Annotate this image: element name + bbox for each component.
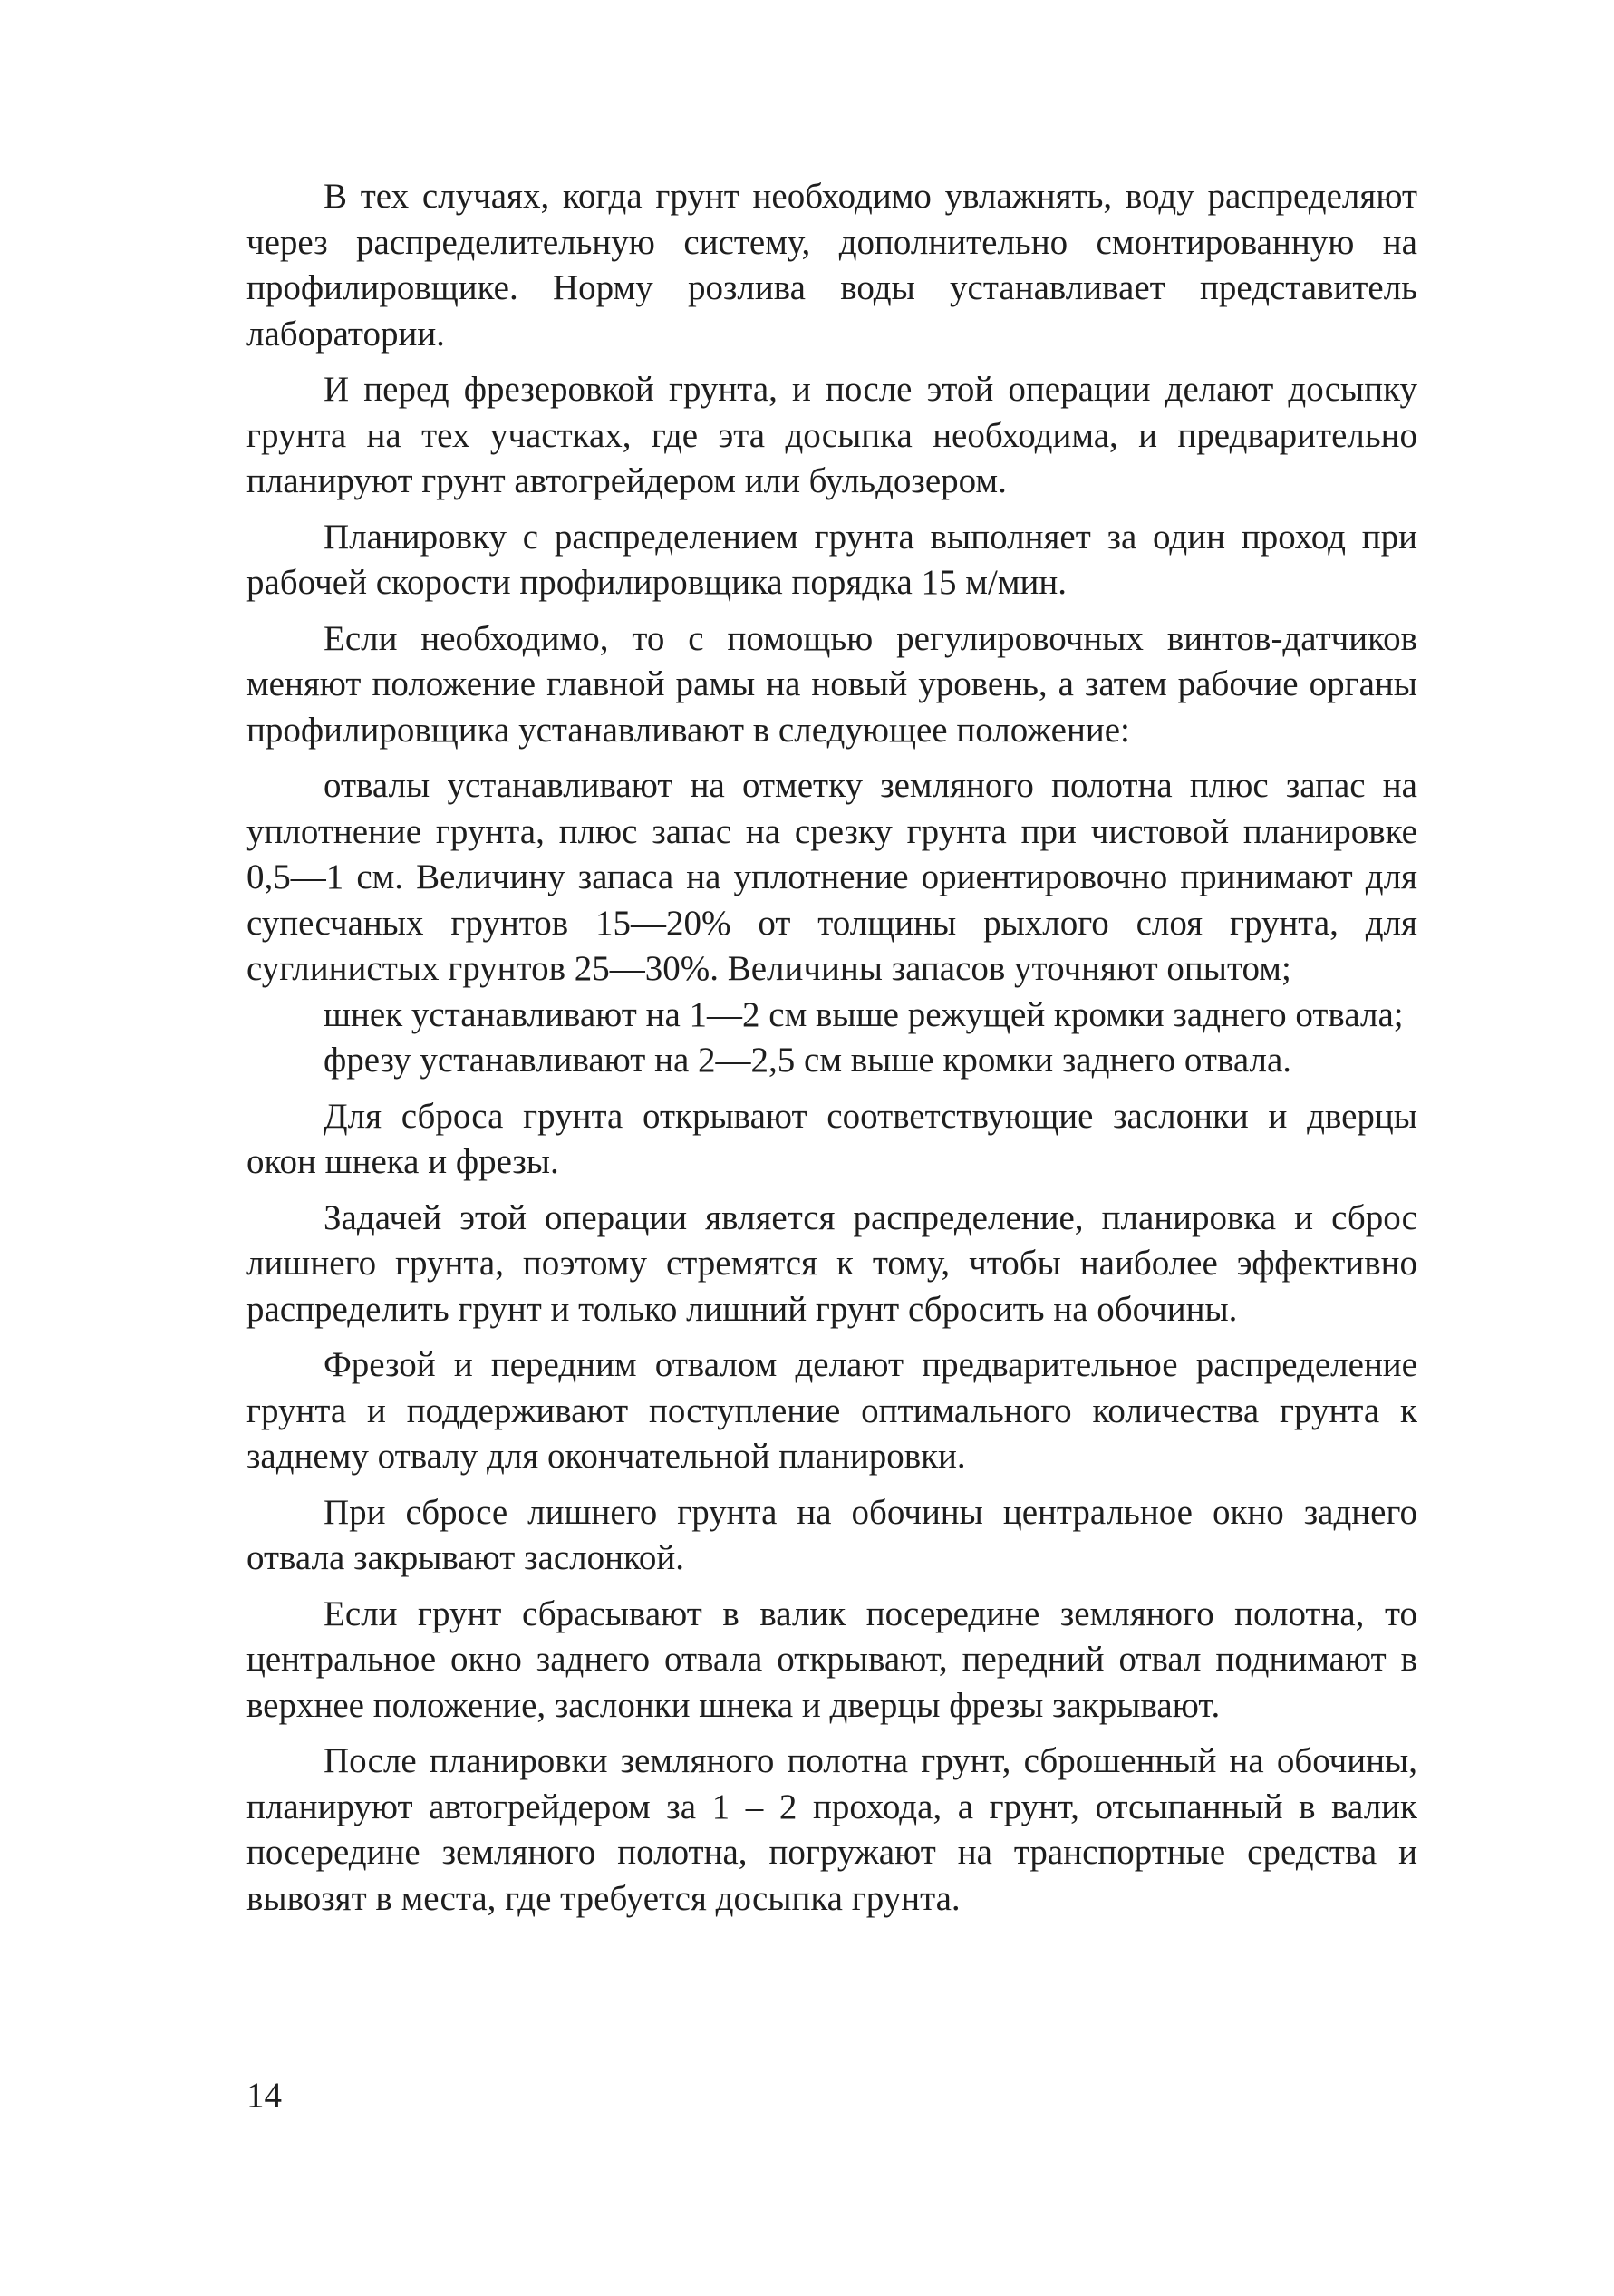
body-text xyxy=(246,174,1417,1932)
paragraph-backfill: И перед фрезеровкой грунта, и после этой операции делают досыпку грунта на тех участках, где эта досыпка необходима, и предварительно планируют грунт автогрейдером или бульдозером. xyxy=(246,370,1417,500)
paragraph-pre-distribution: Фрезой и передним отвалом делают предварительное распределение грунта и поддерживают поступление оптимального количества грунта к заднему отвалу для окончательной планировки. xyxy=(246,1345,1417,1476)
paragraph-central-window-open: Если грунт сбрасывают в валик посередине земляного полотна, то центральное окно заднего отвала открывают, передний отвал поднимают в верхнее положение, заслонки шнека и дверцы фрезы закрывают. xyxy=(246,1594,1417,1725)
list-item-mill: фрезу устанавливают на 2—2,5 см выше кромки заднего отвала. xyxy=(324,1041,1292,1080)
paragraph-soil-discharge: Для сброса грунта открывают соответствующие заслонки и дверцы окон шнека и фрезы. xyxy=(246,1096,1417,1181)
page-number: 14 xyxy=(246,2076,282,2115)
paragraph-final-planning: После планировки земляного полотна грунт, сброшенный на обочины, планируют автогрейдером за 1 – 2 прохода, а грунт, отсыпанный в валик посередине земляного полотна, погружают на транспортные средства и вывозят в места, где требуется досыпка грунта. xyxy=(246,1741,1417,1918)
paragraph-frame-adjustment: Если необходимо, то с помощью регулировочных винтов-датчиков меняют положение главной рамы на новый уровень, а затем рабочие органы профилировщика устанавливают в следующее положение: xyxy=(246,618,1417,750)
paragraph-operation-goal: Задачей этой операции является распределение, планировка и сброс лишнего грунта, поэтому стремятся к тому, чтобы наиболее эффективно распределить грунт и только лишний грунт сбросить на обочины. xyxy=(246,1197,1417,1329)
paragraph-watering: В тех случаях, когда грунт необходимо увлажнять, воду распределяют через распределительную систему, дополнительно смонтированную на профилировщике. Норму розлива воды устанавливает представитель лаборатории. xyxy=(246,177,1417,354)
paragraph-planning-speed: Планировку с распределением грунта выполняет за один проход при рабочей скорости профилировщика порядка 15 м/мин. xyxy=(246,517,1417,602)
paragraph-central-window-closed: При сбросе лишнего грунта на обочины центральное окно заднего отвала закрывают заслонкой. xyxy=(246,1492,1417,1577)
list-item-blades: отвалы устанавливают на отметку земляного полотна плюс запас на уплотнение грунта, плюс запас на срезку грунта при чистовой планировке 0,5—1 см. Величину запаса на уплотнение ориентировочно принимают для супесчаных грунтов 15—20% от толщины рыхлого слоя грунта, для суглинистых грунтов 25—30%. Величины запасов уточняют опытом; xyxy=(246,766,1417,988)
list-item-auger: шнек устанавливают на 1—2 см выше режущей кромки заднего отвала; xyxy=(324,994,1404,1034)
